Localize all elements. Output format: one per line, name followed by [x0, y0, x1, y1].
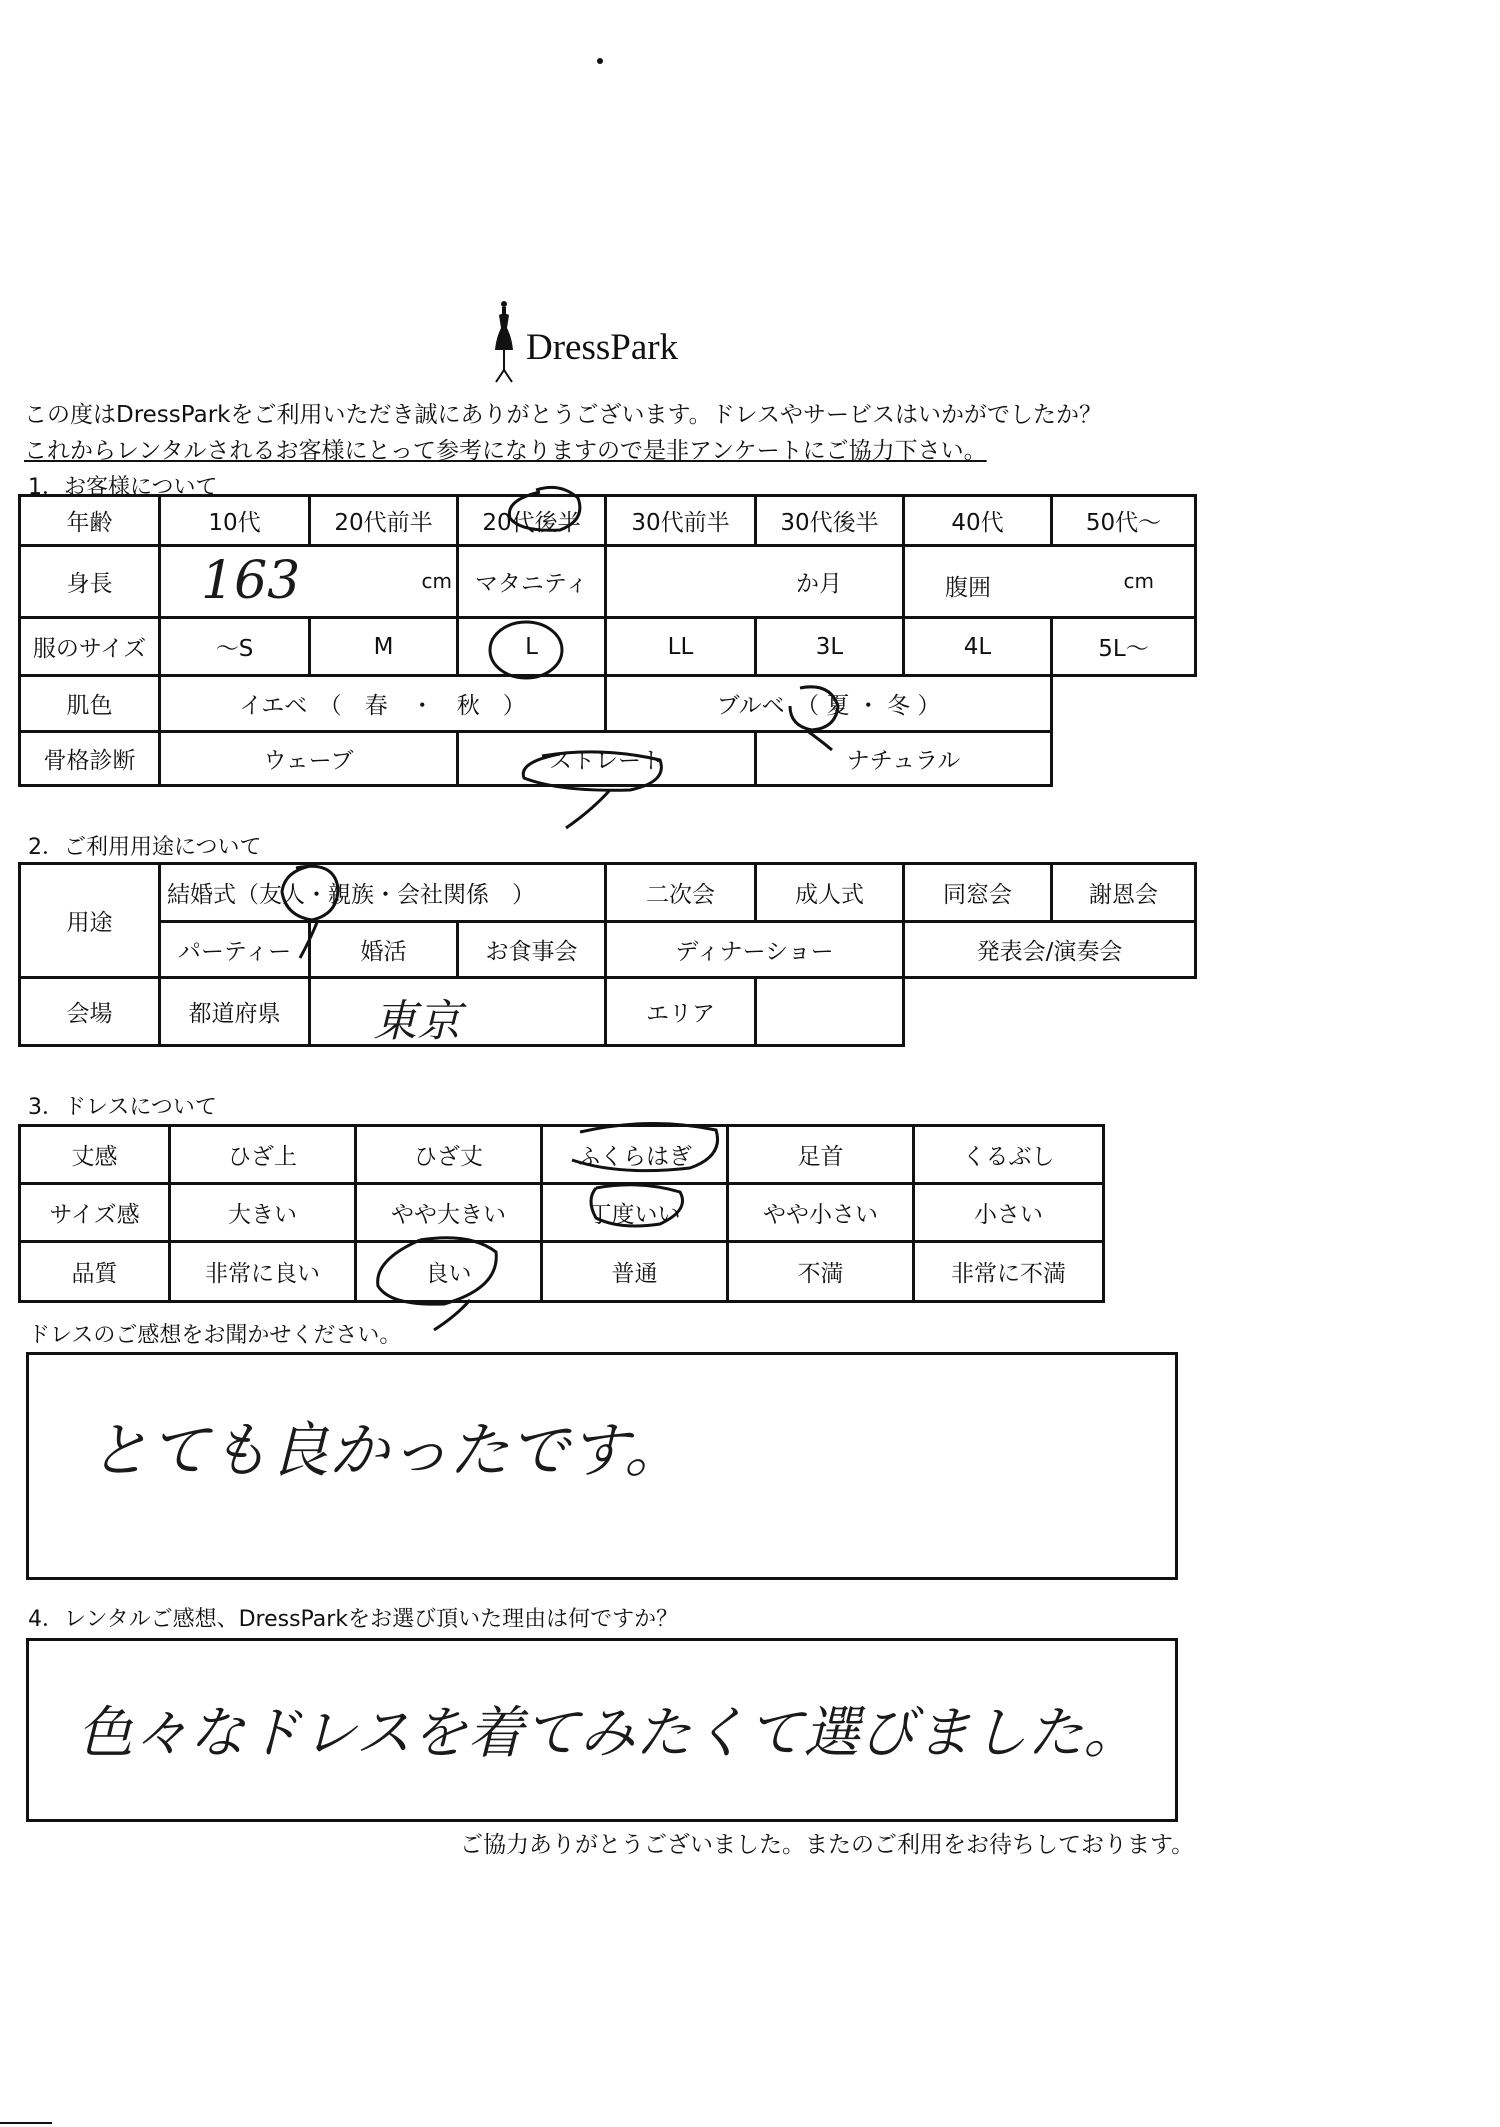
height-label: 身長: [20, 546, 160, 618]
length-row: [20, 1126, 1104, 1184]
fit-option-selected[interactable]: 丁度いい: [542, 1184, 728, 1242]
skeleton-selection-tail: [566, 790, 610, 828]
length-option[interactable]: ひざ上: [170, 1126, 356, 1184]
dress-comment-prompt: ドレスのご感想をお聞かせください。: [28, 1323, 402, 1348]
skin-row: [20, 676, 1196, 732]
height-value: 163: [201, 551, 301, 611]
fit-option[interactable]: やや大きい: [356, 1184, 542, 1242]
waist-label: 腹囲: [945, 575, 991, 601]
dress-comment-box[interactable]: [26, 1352, 1178, 1580]
intro-line-2: これからレンタルされるお客様にとって参考になりますので是非アンケートにご協力下さい。: [24, 438, 987, 464]
skin-separator: ・: [856, 693, 880, 719]
section-3-title: 3．ドレスについて: [28, 1095, 217, 1120]
area-field[interactable]: [756, 978, 904, 1046]
height-row: [20, 546, 1196, 618]
wedding-prefix: 結婚式（: [167, 882, 259, 908]
fit-row: [20, 1184, 1104, 1242]
usage-option[interactable]: ディナーショー: [606, 922, 904, 978]
section-2-title: 2．ご利用用途について: [28, 835, 262, 860]
length-option-selected[interactable]: ふくらはぎ: [542, 1126, 728, 1184]
dress-comment-text: とても良かったです。: [89, 1416, 685, 1486]
skin-close: ）: [917, 693, 941, 719]
waist-field[interactable]: [904, 546, 1196, 618]
brand-logo-text: DressPark: [526, 327, 679, 368]
age-option[interactable]: 10代: [160, 496, 310, 546]
prefecture-label: 都道府県: [160, 978, 310, 1046]
skeleton-option[interactable]: ナチュラル: [756, 732, 1052, 786]
length-label: 丈感: [20, 1126, 170, 1184]
age-option[interactable]: 50代～: [1052, 496, 1196, 546]
quality-row: [20, 1242, 1104, 1302]
closing-message: ご協力ありがとうございました。またのご利用をお待ちしております。: [460, 1832, 1195, 1858]
dress-mannequin-icon: [492, 298, 516, 386]
usage-option[interactable]: 婚活: [310, 922, 458, 978]
usage-option[interactable]: パーティー: [160, 922, 310, 978]
usage-option[interactable]: 謝恩会: [1052, 864, 1196, 922]
usage-table: [18, 862, 1197, 1047]
quality-option[interactable]: 非常に良い: [170, 1242, 356, 1302]
height-field[interactable]: [160, 546, 458, 618]
area-label: エリア: [606, 978, 756, 1046]
fit-option[interactable]: やや小さい: [728, 1184, 914, 1242]
age-row: [20, 496, 1196, 546]
purpose-label: 用途: [20, 864, 160, 978]
scan-mark: [0, 2122, 52, 2124]
waist-unit: cm: [1123, 569, 1154, 593]
usage-option[interactable]: 成人式: [756, 864, 904, 922]
venue-row: [20, 978, 1196, 1046]
section-4-title: 4．レンタルご感想、DressParkをお選び頂いた理由は何ですか？: [28, 1607, 679, 1632]
wedding-rest: ・親族・会社関係 ）: [305, 882, 535, 908]
size-option[interactable]: 3L: [756, 618, 904, 676]
empty-cell: [1052, 732, 1196, 786]
maternity-months-field[interactable]: [606, 546, 904, 618]
skeleton-row: [20, 732, 1196, 786]
length-option[interactable]: くるぶし: [914, 1126, 1104, 1184]
customer-table: [18, 494, 1197, 787]
skin-blue-prefix: ブルベ （: [716, 693, 820, 719]
quality-label: 品質: [20, 1242, 170, 1302]
size-option[interactable]: M: [310, 618, 458, 676]
skin-yellow-option[interactable]: イエベ （ 春 ・ 秋 ）: [160, 676, 606, 732]
usage-option[interactable]: 同窓会: [904, 864, 1052, 922]
usage-option[interactable]: 二次会: [606, 864, 756, 922]
skeleton-label: 骨格診断: [20, 732, 160, 786]
age-option[interactable]: 20代前半: [310, 496, 458, 546]
length-option[interactable]: ひざ丈: [356, 1126, 542, 1184]
empty-cell: [904, 978, 1196, 1046]
reason-answer-text: 色々なドレスを着てみたくて選びました。: [77, 1701, 1140, 1766]
skin-summer-selected[interactable]: 夏: [826, 693, 850, 719]
age-option-selected[interactable]: 20代後半: [458, 496, 606, 546]
wedding-option[interactable]: [160, 864, 606, 922]
venue-label: 会場: [20, 978, 160, 1046]
empty-cell: [1052, 676, 1196, 732]
usage-row-2: [20, 922, 1196, 978]
quality-option[interactable]: 不満: [728, 1242, 914, 1302]
scan-speck: [597, 58, 603, 64]
maternity-label: マタニティ: [458, 546, 606, 618]
size-option[interactable]: 4L: [904, 618, 1052, 676]
size-label: 服のサイズ: [20, 618, 160, 676]
usage-option[interactable]: 発表会/演奏会: [904, 922, 1196, 978]
section-1-title: 1．お客様について: [28, 475, 218, 500]
skeleton-option[interactable]: ウェーブ: [160, 732, 458, 786]
size-option[interactable]: LL: [606, 618, 756, 676]
usage-row-1: [20, 864, 1196, 922]
length-option[interactable]: 足首: [728, 1126, 914, 1184]
size-row: [20, 618, 1196, 676]
fit-label: サイズ感: [20, 1184, 170, 1242]
quality-option[interactable]: 普通: [542, 1242, 728, 1302]
age-option[interactable]: 30代前半: [606, 496, 756, 546]
prefecture-value: 東京: [373, 996, 461, 1046]
fit-option[interactable]: 小さい: [914, 1184, 1104, 1242]
friend-option-selected[interactable]: 友人: [259, 882, 305, 908]
size-option-selected[interactable]: L: [458, 618, 606, 676]
age-option[interactable]: 40代: [904, 496, 1052, 546]
quality-option[interactable]: 非常に不満: [914, 1242, 1104, 1302]
skeleton-option-selected[interactable]: ストレート: [458, 732, 756, 786]
dress-table: [18, 1124, 1105, 1303]
skin-winter[interactable]: 冬: [887, 693, 911, 719]
fit-option[interactable]: 大きい: [170, 1184, 356, 1242]
reason-answer-box[interactable]: [26, 1638, 1178, 1822]
skin-blue-option[interactable]: [606, 676, 1052, 732]
height-unit: cm: [421, 569, 452, 593]
skin-label: 肌色: [20, 676, 160, 732]
intro-line-1: この度はDressParkをご利用いただき誠にありがとうございます。ドレスやサービスはいかがでしたか？: [24, 402, 1102, 428]
months-unit: か月: [796, 571, 842, 597]
age-option[interactable]: 30代後半: [756, 496, 904, 546]
size-option[interactable]: ～S: [160, 618, 310, 676]
age-label: 年齢: [20, 496, 160, 546]
usage-option[interactable]: お食事会: [458, 922, 606, 978]
quality-option-selected[interactable]: 良い: [356, 1242, 542, 1302]
prefecture-field[interactable]: [310, 978, 606, 1046]
size-option[interactable]: 5L～: [1052, 618, 1196, 676]
quality-selection-tail: [434, 1300, 470, 1330]
